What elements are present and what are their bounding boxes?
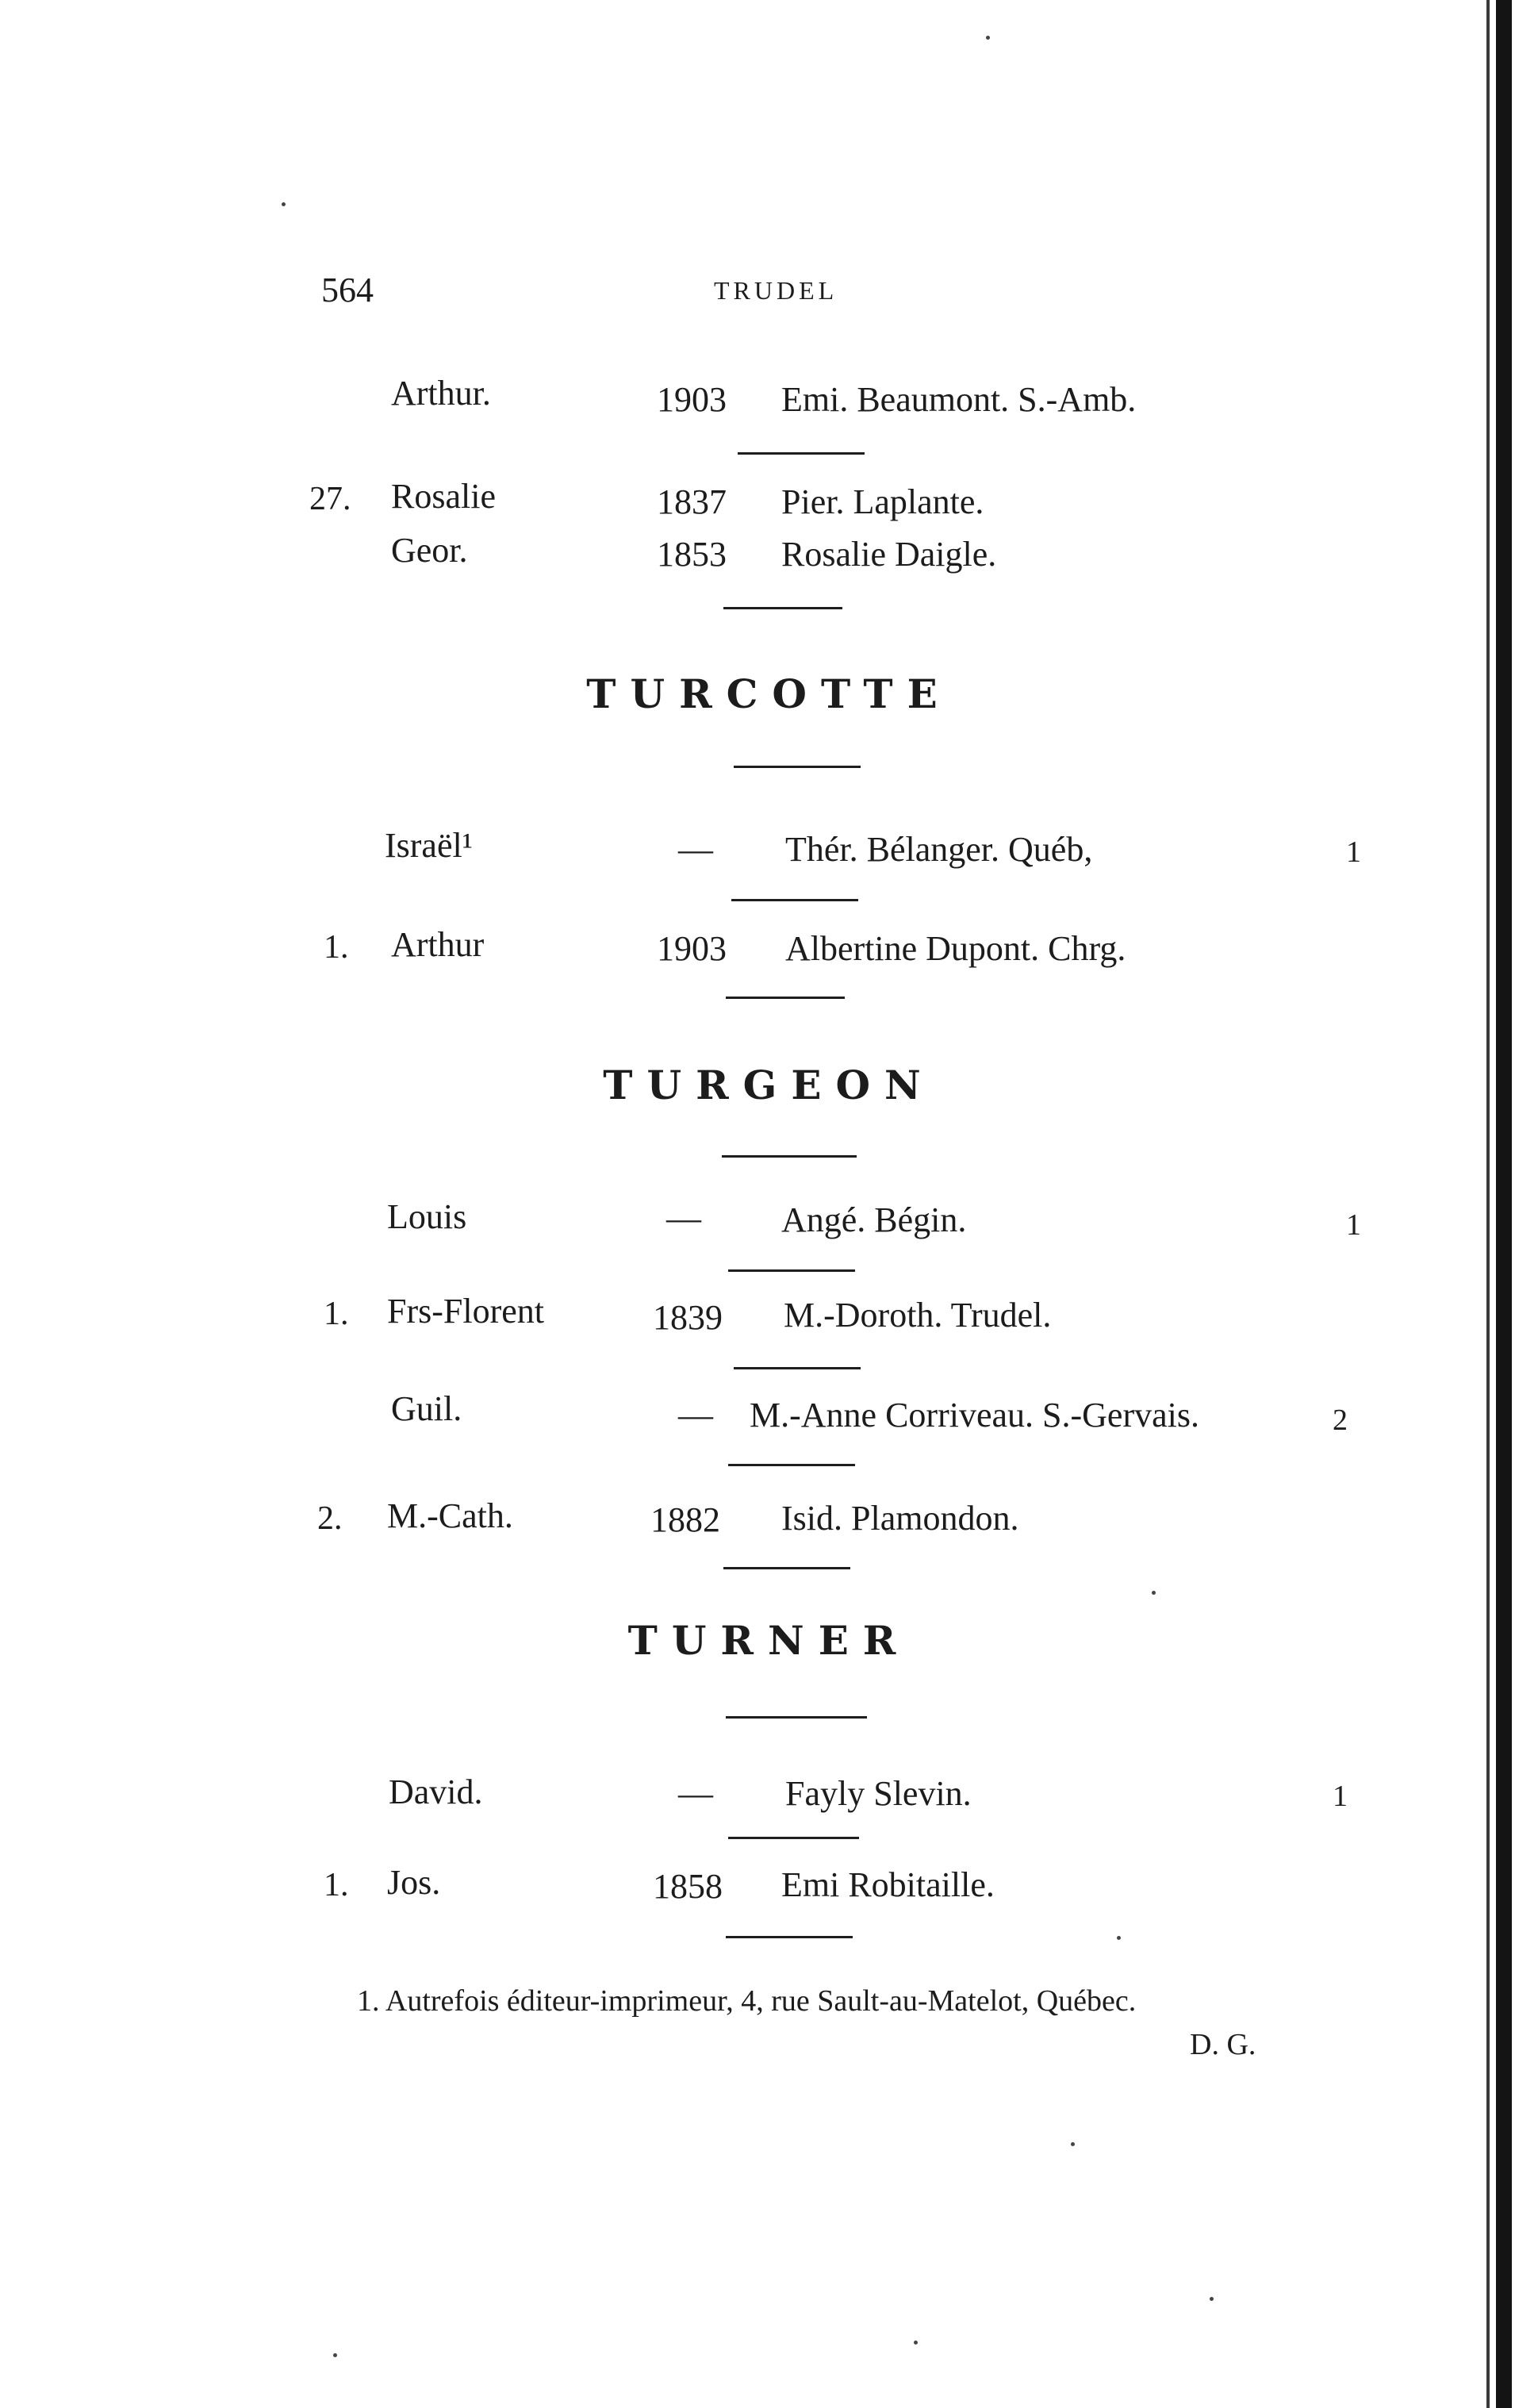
entry-year: 1882 — [650, 1500, 720, 1539]
entry-name: Guil. — [391, 1389, 462, 1428]
entry-name: Israël¹ — [385, 826, 473, 865]
entry-name: Frs-Florent — [387, 1292, 544, 1331]
entry-name: Louis — [387, 1197, 467, 1236]
entry-number: 1. — [324, 1296, 349, 1332]
entry-year: — — [678, 1774, 713, 1813]
entry-name: M.-Cath. — [387, 1496, 513, 1535]
section-heading: TURGEON — [603, 1062, 935, 1108]
entry-year: 1837 — [657, 482, 727, 521]
entry-spouse: Thér. Bélanger. Québ, — [785, 830, 1093, 869]
separator-rule — [728, 1464, 855, 1466]
footnote-signature: D. G. — [1190, 2028, 1256, 2061]
entry-spouse: Isid. Plamondon. — [781, 1499, 1019, 1538]
entry-number: 1. — [324, 1867, 349, 1903]
footnote: 1. Autrefois éditeur-imprimeur, 4, rue Sault-au-Matelot, Québec. — [357, 1984, 1137, 2018]
section-heading: TURNER — [627, 1617, 911, 1664]
entry-spouse: Fayly Slevin. — [785, 1774, 972, 1813]
entry-number: 27. — [309, 481, 351, 517]
entry-name: David. — [389, 1772, 483, 1811]
entry-spouse: Albertine Dupont. Chrg. — [785, 929, 1126, 968]
scan-speck — [282, 202, 286, 206]
entry-year: — — [678, 830, 713, 869]
separator-rule — [734, 1367, 861, 1369]
section-heading: TURCOTTE — [586, 670, 952, 717]
entry-year: 1839 — [653, 1298, 723, 1337]
separator-rule — [723, 1567, 850, 1569]
entry-name: Rosalie — [391, 477, 496, 516]
entry-year: 1858 — [653, 1867, 723, 1906]
separator-rule — [734, 766, 861, 768]
entry-year: — — [666, 1199, 701, 1238]
scan-speck — [1117, 1936, 1121, 1940]
entry-year: 1903 — [657, 380, 727, 419]
scan-speck — [1071, 2142, 1075, 2146]
page-edge-shadow — [1496, 0, 1512, 2408]
entry-mark: 1 — [1346, 1208, 1361, 1242]
entry-name: Geor. — [391, 531, 468, 570]
separator-rule — [726, 997, 845, 999]
entry-mark: 2 — [1333, 1404, 1348, 1437]
entry-spouse: Angé. Bégin. — [781, 1200, 967, 1239]
separator-rule — [726, 1936, 853, 1938]
separator-rule — [738, 452, 865, 455]
entry-spouse: M.-Anne Corriveau. S.-Gervais. — [750, 1396, 1199, 1434]
separator-rule — [723, 607, 842, 609]
separator-rule — [731, 899, 858, 901]
entry-name: Arthur. — [391, 374, 491, 413]
entry-name: Jos. — [387, 1863, 441, 1902]
entry-year: 1853 — [657, 535, 727, 574]
separator-rule — [728, 1837, 859, 1839]
separator-rule — [726, 1716, 867, 1719]
page-number: 564 — [321, 271, 374, 309]
entry-mark: 1 — [1333, 1780, 1348, 1813]
entry-spouse: Rosalie Daigle. — [781, 535, 997, 574]
separator-rule — [722, 1155, 857, 1158]
entry-spouse: Pier. Laplante. — [781, 482, 984, 521]
scan-speck — [1152, 1591, 1156, 1595]
entry-year: — — [678, 1396, 713, 1434]
scan-speck — [986, 36, 990, 40]
running-head: TRUDEL — [714, 276, 838, 305]
entry-spouse: Emi. Beaumont. S.-Amb. — [781, 380, 1137, 419]
separator-rule — [728, 1269, 855, 1272]
entry-year: 1903 — [657, 929, 727, 968]
entry-mark: 1 — [1346, 835, 1361, 869]
scan-speck — [333, 2353, 337, 2357]
scan-speck — [914, 2341, 918, 2345]
page-edge-line — [1486, 0, 1490, 2408]
entry-name: Arthur — [391, 925, 485, 964]
entry-number: 1. — [324, 929, 349, 966]
scan-speck — [1210, 2297, 1214, 2301]
entry-number: 2. — [317, 1500, 343, 1537]
entry-spouse: M.-Doroth. Trudel. — [784, 1296, 1052, 1335]
entry-spouse: Emi Robitaille. — [781, 1865, 995, 1904]
